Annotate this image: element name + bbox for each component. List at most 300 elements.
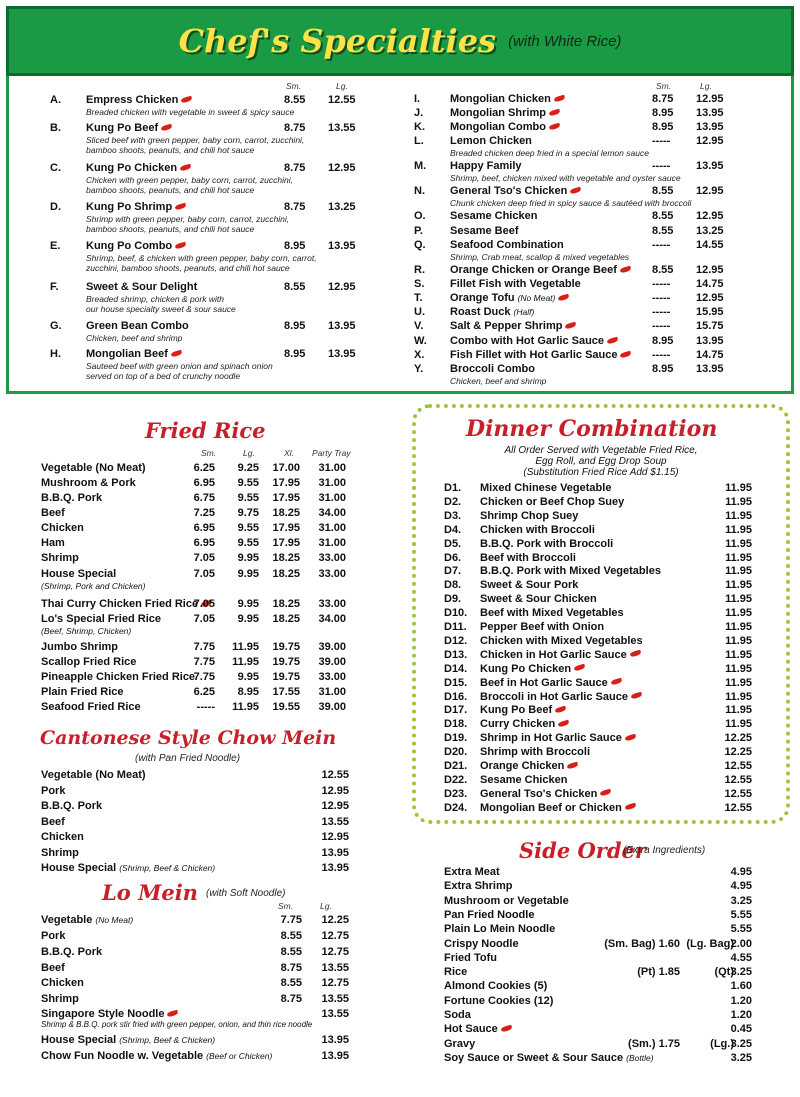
chef-left-sm-header: Sm.: [286, 81, 302, 91]
fried-rice-row: [41, 506, 351, 520]
item-price: 5.55: [730, 923, 752, 936]
item-name: Mongolian Beef or Chicken: [480, 801, 622, 814]
item-price: 9.25: [237, 462, 259, 474]
chow-mein-row: [41, 861, 349, 875]
dinner-combination-title: Dinner Combination: [466, 416, 718, 442]
item-price: 9.55: [237, 537, 259, 549]
item-name: [450, 160, 522, 172]
item-name-text: Seafood Combination: [450, 239, 564, 251]
side-order-row: [444, 865, 752, 879]
item-price-large: 13.95: [696, 335, 724, 347]
fried-rice-header-sm: Sm.: [201, 448, 217, 458]
item-price-large: 13.55: [328, 122, 356, 134]
item-name: Shrimp with Broccoli: [480, 746, 591, 759]
hot-pepper-icon: [181, 95, 193, 103]
item-name: Gravy: [444, 1037, 476, 1050]
item-name: Beef: [41, 815, 65, 828]
item-price: 3.25: [730, 1037, 752, 1050]
dinner-row: [444, 773, 752, 787]
item-price: 11.95: [725, 704, 752, 717]
item-code: D6.: [444, 551, 462, 564]
item-description: Sauteed beef with green onion and spinach onion: [86, 361, 273, 371]
item-code: D2.: [444, 495, 462, 508]
dinner-row: [444, 606, 752, 620]
item-name: Pork: [41, 930, 66, 942]
item-code: N.: [414, 185, 425, 197]
item-code: D5.: [444, 537, 462, 550]
item-name: Beef: [41, 962, 65, 974]
chef-right-sm-header: Sm.: [656, 81, 672, 91]
item-name: Extra Meat: [444, 866, 500, 878]
item-code: D23.: [444, 787, 468, 800]
item-price: 9.55: [237, 492, 259, 504]
item-name: Sesame Chicken: [480, 773, 568, 786]
item-price-large: 12.75: [321, 946, 349, 958]
item-code: D14.: [444, 662, 468, 675]
hot-pepper-icon: [610, 678, 622, 686]
chow-mein-title: Cantonese Style Chow Mein: [40, 727, 337, 749]
item-name: B.B.Q. Pork with Mixed Vegetables: [480, 565, 661, 578]
item-price: 19.75: [272, 656, 300, 668]
item-name-text: Fillet Fish with Vegetable: [450, 278, 581, 290]
item-description: bamboo shoots, peanuts, and chili hot sauce: [86, 185, 255, 195]
item-code: D8.: [444, 579, 462, 592]
item-name: House Special: [41, 1034, 117, 1046]
item-price-small: 8.75: [280, 962, 302, 974]
item-price-small: 8.55: [284, 94, 306, 106]
dinner-row: [444, 634, 752, 648]
item-price-large: 13.55: [321, 993, 349, 1005]
item-code: F.: [50, 281, 59, 293]
item-description: bamboo shoots, peanuts, and chili hot sauce: [86, 224, 255, 234]
item-name-text: Roast Duck: [450, 306, 511, 318]
item-name: B.B.Q. Pork: [41, 946, 103, 958]
item-description: our house specialty sweet & sour sauce: [86, 304, 236, 314]
item-code: L.: [414, 135, 424, 147]
item-name-text: Kung Po Beef: [86, 122, 159, 134]
item-price: 4.55: [730, 951, 752, 964]
dinner-row: [444, 509, 752, 523]
item-option-price: (Pt) 1.85: [637, 966, 680, 979]
lo-mein-row: [41, 929, 349, 943]
item-price-large: 13.95: [328, 240, 356, 252]
side-order-row: [444, 951, 752, 965]
item-code: C.: [50, 162, 61, 174]
hot-pepper-icon: [553, 94, 565, 102]
item-name-text: Empress Chicken: [86, 94, 179, 106]
item-name: Chicken: [41, 831, 84, 843]
item-name: Rice: [444, 966, 468, 979]
chef-specialties-banner: [6, 6, 794, 76]
item-name: Scallop Fried Rice: [41, 656, 137, 668]
chow-mein-row: [41, 846, 349, 860]
item-name-text: Sweet & Sour Delight: [86, 281, 198, 293]
chef-item: [414, 363, 736, 403]
side-order-row: [444, 1008, 752, 1022]
item-price: 11.95: [725, 634, 752, 647]
item-description: Breaded chicken with vegetable in sweet & spicy sauce: [86, 107, 295, 117]
item-code: B.: [50, 122, 61, 134]
side-order-row: [444, 1037, 752, 1051]
item-price: 6.95: [193, 522, 215, 534]
item-note: (Shrimp, Beef & Chicken): [119, 1035, 216, 1045]
item-price: 9.95: [237, 671, 259, 683]
item-price: 11.95: [725, 509, 752, 522]
item-price-large: 13.95: [696, 160, 724, 172]
item-code: D7.: [444, 565, 462, 578]
dinner-row: [444, 578, 752, 592]
item-price-small: -----: [652, 278, 671, 290]
item-name: [450, 264, 633, 276]
item-code: D18.: [444, 718, 468, 731]
hot-pepper-icon: [175, 241, 187, 249]
item-price-large: 13.95: [328, 320, 356, 332]
item-name-text: Mongolian Beef: [86, 348, 168, 360]
item-name: [450, 121, 562, 133]
item-price-large: 14.75: [696, 278, 724, 290]
item-price-small: 8.75: [284, 122, 306, 134]
chef-right-lg-header: Lg.: [700, 81, 712, 91]
hot-pepper-icon: [600, 789, 612, 797]
chef-left-lg-header: Lg.: [336, 81, 348, 91]
item-code: D20.: [444, 746, 468, 759]
item-price: 1.60: [730, 980, 752, 993]
item-price: 18.25: [272, 507, 300, 519]
item-price: 12.95: [321, 800, 349, 812]
item-price-small: -----: [652, 292, 671, 304]
fried-rice-row: [41, 521, 351, 535]
item-name: Beef in Hot Garlic Sauce: [480, 676, 608, 689]
item-price: 6.95: [193, 477, 215, 489]
item-price-large: 13.95: [321, 1034, 349, 1046]
item-name-text: Orange Tofu: [450, 292, 515, 304]
hot-pepper-icon: [620, 350, 632, 358]
item-price: 17.95: [272, 537, 300, 549]
item-price: 11.95: [725, 648, 752, 661]
side-order-row: [444, 937, 752, 951]
item-price: 4.95: [730, 880, 752, 893]
item-name: Pepper Beef with Onion: [480, 621, 605, 633]
item-price: 11.95: [232, 701, 259, 713]
item-price: 31.00: [318, 537, 346, 549]
item-name-text: Sesame Chicken: [450, 210, 538, 222]
item-price: 8.95: [237, 686, 259, 698]
item-description: Chunk chicken deep fried in spicy sauce & sautéed with broccoli: [450, 198, 692, 208]
item-code: W.: [414, 335, 427, 347]
item-price: -----: [196, 701, 215, 713]
item-price: 34.00: [318, 507, 346, 519]
fried-rice-row: [41, 491, 351, 505]
hot-pepper-icon: [558, 720, 570, 728]
item-code: T.: [414, 292, 423, 304]
item-note: (Half): [513, 307, 535, 317]
chef-item: [50, 281, 368, 321]
item-price: 17.95: [272, 477, 300, 489]
item-description: Shrimp & B.B.Q. pork stir fried with green pepper, onion, and thin rice noodle: [41, 1020, 313, 1029]
dinner-row: [444, 523, 752, 537]
side-order-row: [444, 894, 752, 908]
lo-mein-row: [41, 913, 349, 927]
item-price: 13.95: [321, 862, 349, 874]
item-description: bamboo shoots, peanuts, and chili hot sauce: [86, 145, 255, 155]
item-price: 11.95: [725, 551, 752, 564]
item-code: Q.: [414, 239, 426, 251]
item-description: Chicken, beef and shrimp: [86, 333, 183, 343]
item-name: [86, 348, 184, 360]
dinner-row: [444, 592, 752, 606]
item-price-large: 12.75: [321, 977, 349, 989]
item-price-large: 13.95: [696, 107, 724, 119]
item-name: [450, 93, 567, 105]
item-price: 31.00: [318, 462, 346, 474]
item-name: Chicken in Hot Garlic Sauce: [480, 648, 627, 661]
dinner-intro-line-2: Egg Roll, and Egg Drop Soup: [535, 456, 667, 467]
item-price-small: 8.75: [284, 201, 306, 213]
hot-pepper-icon: [629, 650, 641, 658]
item-price: 17.55: [272, 686, 300, 698]
item-name: Soy Sauce or Sweet & Sour Sauce: [444, 1051, 624, 1064]
item-price-small: 8.95: [652, 107, 674, 119]
lo-mein-title: Lo Mein: [102, 880, 198, 905]
chef-item: [50, 201, 368, 241]
hot-pepper-icon: [565, 321, 577, 329]
hot-pepper-icon: [161, 123, 173, 131]
item-name: House Special: [41, 862, 117, 874]
item-price: 18.25: [272, 552, 300, 564]
fried-rice-row: [41, 655, 351, 669]
item-price: 33.00: [318, 671, 346, 683]
item-price: 5.55: [730, 908, 752, 921]
item-price-small: 8.55: [280, 977, 302, 989]
hot-pepper-icon: [167, 1009, 179, 1017]
item-name: Vegetable (No Meat): [41, 462, 146, 474]
item-code: D24.: [444, 801, 468, 814]
item-name: Crispy Noodle: [444, 937, 519, 950]
item-price: 39.00: [318, 641, 346, 653]
chef-item: [50, 122, 368, 162]
item-name: [86, 240, 188, 252]
item-name: [450, 278, 581, 290]
item-price: 11.95: [725, 482, 752, 494]
hot-pepper-icon: [555, 706, 567, 714]
item-name: Curry Chicken: [480, 718, 556, 731]
item-name: Kung Po Chicken: [480, 662, 572, 675]
item-price: 9.95: [237, 613, 259, 625]
item-code: H.: [50, 348, 61, 360]
item-price: 11.95: [725, 662, 752, 675]
hot-pepper-icon: [624, 803, 636, 811]
fried-rice-title: Fried Rice: [145, 418, 266, 443]
item-price: 33.00: [318, 568, 346, 580]
item-name: [450, 107, 562, 119]
item-name: Shrimp Chop Suey: [480, 509, 579, 522]
item-price: 11.95: [232, 641, 259, 653]
item-description: Shrimp with green pepper, baby corn, carrot, zucchini,: [86, 214, 290, 224]
item-price: 1.20: [730, 994, 752, 1007]
item-price: 31.00: [318, 492, 346, 504]
item-name: Sweet & Sour Chicken: [480, 593, 597, 606]
item-description: Sliced beef with green pepper, baby corn, carrot, zucchini,: [86, 135, 305, 145]
item-note: (Beef or Chicken): [206, 1051, 273, 1061]
fried-rice-row: [41, 597, 351, 611]
item-price: 12.55: [724, 787, 752, 800]
item-price-large: 12.75: [321, 930, 349, 942]
item-price-small: -----: [652, 160, 671, 172]
item-price: 12.55: [724, 773, 752, 786]
side-order-row: [444, 922, 752, 936]
item-price: 9.55: [237, 477, 259, 489]
item-name: Chicken with Broccoli: [480, 523, 595, 536]
side-order-subtitle: (Extra Ingredients): [623, 845, 706, 856]
dinner-row: [444, 801, 752, 815]
item-price: 11.95: [725, 579, 752, 592]
hot-pepper-icon: [558, 293, 570, 301]
item-price: 17.95: [272, 492, 300, 504]
item-price: 3.25: [730, 1051, 752, 1064]
item-code: D3.: [444, 509, 462, 522]
item-code: D22.: [444, 773, 468, 786]
lo-mein-sm-header: Sm.: [278, 901, 294, 911]
item-description: Shrimp, beef, chicken mixed with vegetable and oyster sauce: [450, 173, 681, 183]
item-name: Plain Fried Rice: [41, 686, 124, 698]
item-price: 3.25: [730, 966, 752, 979]
item-price-large: 13.25: [328, 201, 356, 213]
item-name: [86, 94, 194, 106]
dinner-row: [444, 676, 752, 690]
fried-rice-header-lg: Lg.: [243, 448, 255, 458]
item-name: Jumbo Shrimp: [41, 641, 119, 653]
hot-pepper-icon: [548, 108, 560, 116]
item-price: 19.75: [272, 671, 300, 683]
chef-item: [50, 348, 368, 388]
dinner-row: [444, 717, 752, 731]
item-name: Mixed Chinese Vegetable: [480, 482, 612, 494]
item-name-text: Salt & Pepper Shrimp: [450, 320, 563, 332]
item-code: K.: [414, 121, 425, 133]
item-code: D9.: [444, 593, 462, 606]
item-name-text: Mongolian Chicken: [450, 93, 551, 105]
item-price: 9.55: [237, 522, 259, 534]
item-price-small: 8.95: [652, 335, 674, 347]
fried-rice-header-party: Party Tray: [312, 448, 351, 458]
item-name: Orange Chicken: [480, 760, 565, 772]
item-price-small: 8.55: [652, 210, 674, 222]
item-price: 0.45: [730, 1023, 752, 1036]
item-price-large: 13.55: [321, 962, 349, 974]
item-name: Chow Fun Noodle w. Vegetable: [41, 1050, 204, 1062]
item-price: 6.25: [193, 462, 215, 474]
item-price: 11.95: [725, 495, 752, 508]
item-price: 4.95: [730, 866, 752, 878]
lo-mein-row: [41, 1049, 349, 1063]
item-note: (No Meat): [95, 915, 134, 925]
item-price: 12.55: [724, 801, 752, 814]
item-price: 9.95: [237, 552, 259, 564]
hot-pepper-icon: [607, 336, 619, 344]
dinner-row: [444, 551, 752, 565]
item-price: 13.55: [321, 815, 349, 828]
item-option-label: (Lg.): [710, 1037, 734, 1050]
item-price: 11.95: [725, 690, 752, 703]
item-name: [86, 281, 197, 293]
dinner-row: [444, 690, 752, 704]
item-note: (Shrimp, Beef & Chicken): [119, 863, 216, 873]
dinner-row: [444, 495, 752, 509]
item-name: Mushroom & Pork: [41, 477, 136, 489]
item-code: G.: [50, 320, 62, 332]
item-code: P.: [414, 225, 423, 237]
dinner-row: [444, 703, 752, 717]
chef-specialties-subtitle: (with White Rice): [508, 32, 622, 50]
fried-rice-row: [41, 670, 351, 684]
item-price-large: 13.95: [696, 121, 724, 133]
item-option-price: (Sm. Bag) 1.60: [604, 937, 680, 950]
item-price-small: 8.95: [284, 240, 306, 252]
item-price: 6.25: [193, 686, 215, 698]
item-price-large: 13.95: [696, 363, 724, 375]
item-price: 19.75: [272, 641, 300, 653]
item-price: 9.95: [237, 598, 259, 610]
item-name: Ham: [41, 537, 65, 549]
item-name: [86, 122, 174, 134]
item-price: 11.95: [725, 676, 752, 689]
item-name-text: Green Bean Combo: [86, 320, 189, 332]
item-price: 11.95: [725, 607, 752, 620]
dinner-row: [444, 731, 752, 745]
item-price: 33.00: [318, 552, 346, 564]
fried-rice-row: [41, 567, 351, 581]
side-order-title: Side Order: [519, 838, 646, 863]
item-code: M.: [414, 160, 427, 172]
fried-rice-row: [41, 551, 351, 565]
item-code: D11.: [444, 621, 467, 633]
dinner-row: [444, 481, 752, 495]
fried-rice-row: [41, 700, 351, 714]
item-price-small: 8.55: [280, 946, 302, 958]
side-order-row: [444, 1022, 752, 1036]
item-price-small: 8.95: [652, 363, 674, 375]
chow-mein-row: [41, 784, 349, 798]
item-name: [450, 349, 633, 361]
lo-mein-row: [41, 1033, 349, 1047]
dinner-row: [444, 620, 752, 634]
item-code: D19.: [444, 732, 468, 745]
dinner-intro-line-3: (Substitution Fried Rice Add $1.15): [523, 467, 679, 478]
item-price: 7.05: [193, 552, 215, 564]
item-code: I.: [414, 93, 421, 105]
lo-mein-row: [41, 992, 349, 1006]
fried-rice-row: [41, 685, 351, 699]
item-price: 11.95: [725, 537, 752, 550]
dinner-row: [444, 745, 752, 759]
item-price: 31.00: [318, 686, 346, 698]
dinner-row: [444, 662, 752, 676]
item-code: R.: [414, 264, 425, 276]
item-price-large: 12.55: [328, 94, 356, 106]
item-price: 7.75: [193, 641, 215, 653]
item-name: [450, 239, 564, 251]
hot-pepper-icon: [570, 186, 582, 194]
item-code: S.: [414, 278, 425, 290]
dinner-intro-line-1: All Order Served with Vegetable Fried Rice,: [504, 445, 698, 456]
lo-mein-row: [41, 961, 349, 975]
item-code: D16.: [444, 690, 468, 703]
lo-mein-row: [41, 945, 349, 959]
item-price: 39.00: [318, 701, 346, 713]
item-code: D.: [50, 201, 61, 213]
item-code: D4.: [444, 523, 462, 536]
item-name: Mushroom or Vegetable: [444, 894, 569, 907]
